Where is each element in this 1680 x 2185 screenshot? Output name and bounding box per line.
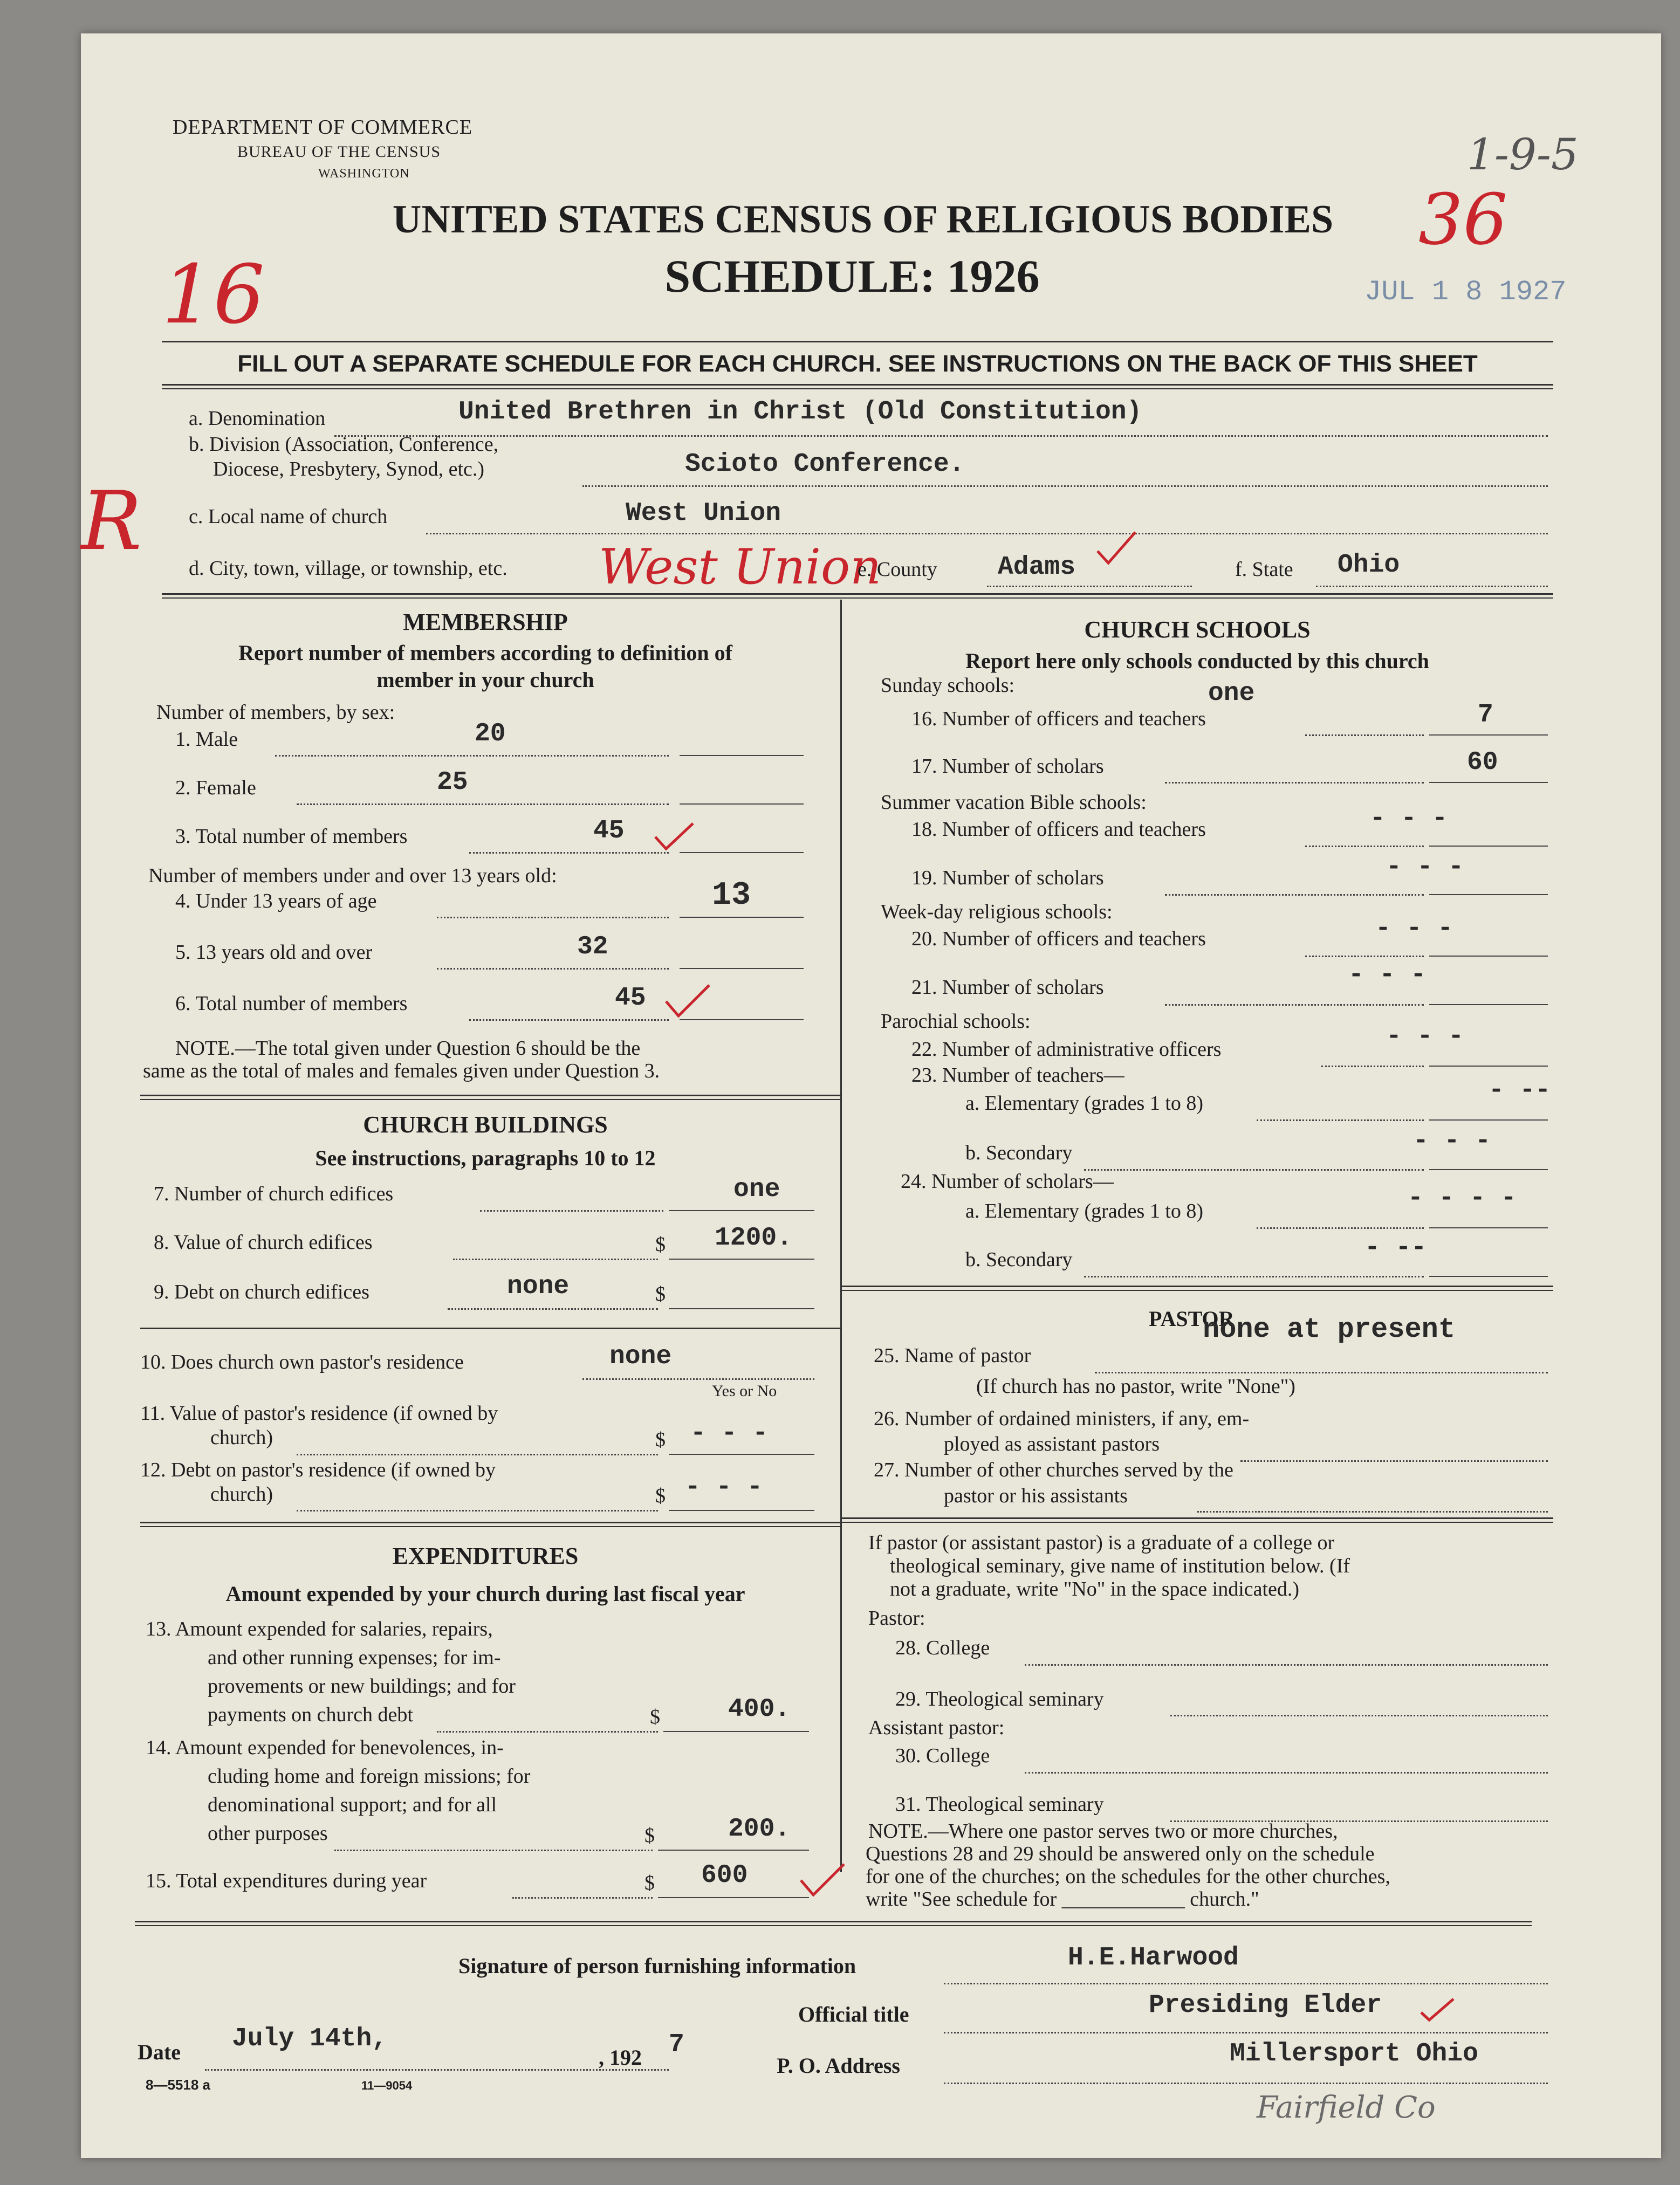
pastor-note-1: NOTE.—Where one pastor serves two or more churches,	[868, 1820, 1338, 1843]
q23b-value: - - -	[1413, 1126, 1491, 1156]
q29-label: 29. Theological seminary	[895, 1688, 1104, 1710]
buildings-sub: See instructions, paragraphs 10 to 12	[315, 1146, 656, 1170]
q2-label: 2. Female	[175, 777, 256, 799]
year-digit: 7	[669, 2030, 684, 2059]
q23a-value: - --	[1489, 1076, 1551, 1105]
county-value: Adams	[998, 553, 1076, 582]
signature-value: H.E.Harwood	[1068, 1943, 1239, 1973]
pastor-rule	[840, 1517, 1553, 1523]
membership-rule	[140, 1095, 840, 1100]
form-number: 8—5518 a	[146, 2077, 210, 2093]
county-label: e. County	[858, 558, 937, 581]
local-name-value: West Union	[626, 499, 781, 528]
column-divider	[840, 600, 842, 1872]
q8-dollar: $	[655, 1233, 666, 1256]
q15-dollar: $	[644, 1872, 655, 1894]
q2-value: 25	[437, 768, 468, 797]
check-mark-icon	[663, 982, 712, 1020]
q24a-label: a. Elementary (grades 1 to 8)	[965, 1200, 1204, 1222]
q1-value: 20	[475, 719, 506, 748]
q30-label: 30. College	[895, 1744, 990, 1767]
q5-label: 5. 13 years old and over	[175, 941, 373, 964]
pastor-note-4: write "See schedule for ____________ church."	[866, 1888, 1259, 1911]
by-sex-label: Number of members, by sex:	[156, 701, 395, 724]
q17-label: 17. Number of scholars	[911, 755, 1104, 778]
q23-label: 23. Number of teachers—	[911, 1064, 1124, 1087]
q7-label: 7. Number of church edifices	[154, 1183, 394, 1205]
city-value-handwritten: West Union	[599, 539, 882, 595]
q7-value: one	[733, 1175, 780, 1204]
sunday-label: Sunday schools:	[881, 674, 1015, 697]
q27-label: 27. Number of other churches served by the	[874, 1459, 1233, 1481]
q17-value: 60	[1467, 748, 1498, 777]
q16-note: one	[1208, 679, 1255, 708]
q14-line1: 14. Amount expended for benevolences, in-	[146, 1736, 504, 1759]
q13-line3: provements or new buildings; and for	[208, 1675, 516, 1698]
q22-value: - - -	[1386, 1022, 1464, 1051]
membership-sub2: member in your church	[376, 668, 594, 692]
q25-label: 25. Name of pastor	[874, 1344, 1031, 1367]
q25-value: none at present	[1203, 1314, 1456, 1345]
q15-value: 600	[701, 1861, 748, 1890]
q13-line1: 13. Amount expended for salaries, repairs,	[146, 1618, 493, 1640]
graduate-text-3: not a graduate, write "No" in the space indicated.)	[890, 1578, 1300, 1600]
q19-value: - - -	[1386, 853, 1464, 882]
instructions-line: FILL OUT A SEPARATE SCHEDULE FOR EACH CHURCH. SEE INSTRUCTIONS ON THE BACK OF THIS SHEET	[237, 351, 1478, 377]
q20-label: 20. Number of officers and teachers	[911, 927, 1206, 950]
census-schedule-sheet	[81, 33, 1661, 2158]
expenditures-heading: EXPENDITURES	[392, 1543, 579, 1569]
schools-sub: Report here only schools conducted by this church	[965, 649, 1429, 673]
received-date-stamp: JUL 1 8 1927	[1364, 276, 1567, 308]
po-address-handwritten: Fairfield Co	[1257, 2090, 1436, 2125]
state-label: f. State	[1235, 558, 1293, 581]
q18-value: - - -	[1370, 804, 1448, 833]
po-address-label: P. O. Address	[777, 2053, 900, 2078]
q24b-label: b. Secondary	[965, 1248, 1073, 1271]
q19-label: 19. Number of scholars	[911, 867, 1104, 889]
check-mark-icon	[1418, 1996, 1456, 2023]
handwritten-r: R	[81, 475, 142, 568]
q8-label: 8. Value of church edifices	[154, 1231, 373, 1254]
date-value: July 14th,	[232, 2024, 388, 2053]
dept-name: DEPARTMENT OF COMMERCE	[173, 116, 473, 139]
assistant-sub-label: Assistant pastor:	[868, 1716, 1005, 1739]
schools-heading: CHURCH SCHOOLS	[1084, 616, 1311, 643]
q31-label: 31. Theological seminary	[895, 1793, 1104, 1816]
membership-note1: NOTE.—The total given under Question 6 should be the	[175, 1037, 641, 1060]
q10-value: none	[609, 1342, 672, 1371]
q12-dollar: $	[655, 1485, 666, 1507]
form-number-2: 11—9054	[361, 2079, 413, 2092]
q9-label: 9. Debt on church edifices	[154, 1281, 369, 1303]
membership-heading: MEMBERSHIP	[403, 609, 568, 635]
q9-value: none	[507, 1272, 570, 1301]
q11-value: - - -	[690, 1419, 769, 1448]
parochial-label: Parochial schools:	[881, 1010, 1031, 1033]
q13-dollar: $	[650, 1706, 660, 1728]
schools-rule	[840, 1286, 1553, 1291]
q11-label: 11. Value of pastor's residence (if owned by	[140, 1402, 498, 1425]
q1-label: 1. Male	[175, 728, 238, 751]
q24b-value: - --	[1364, 1233, 1427, 1262]
graduate-text-1: If pastor (or assistant pastor) is a graduate of a college or	[868, 1531, 1335, 1554]
signature-label: Signature of person furnishing information	[458, 1954, 856, 1978]
q12-label-2: church)	[210, 1483, 273, 1506]
check-mark-icon	[653, 821, 696, 853]
check-mark-icon	[1095, 530, 1138, 567]
instructions-rule	[162, 384, 1553, 389]
q26-label: 26. Number of ordained ministers, if any, em-	[874, 1407, 1250, 1430]
q3-label: 3. Total number of members	[175, 825, 408, 848]
q12-value: - - -	[685, 1473, 763, 1502]
form-title: UNITED STATES CENSUS OF RELIGIOUS BODIES	[392, 197, 1334, 242]
official-title-label: Official title	[798, 2002, 909, 2026]
q23a-label: a. Elementary (grades 1 to 8)	[965, 1092, 1204, 1115]
expenditures-sub: Amount expended by your church during last fiscal year	[225, 1582, 745, 1606]
q24a-value: - - - -	[1408, 1184, 1517, 1213]
q14-dollar: $	[644, 1824, 655, 1847]
pastor-note-2: Questions 28 and 29 should be answered only on the schedule	[866, 1843, 1375, 1865]
q18-label: 18. Number of officers and teachers	[911, 818, 1206, 841]
q4-value: 13	[712, 877, 751, 914]
buildings-heading: CHURCH BUILDINGS	[363, 1111, 608, 1138]
graduate-text-2: theological seminary, give name of institution below. (If	[890, 1555, 1350, 1577]
official-title-value: Presiding Elder	[1149, 1991, 1382, 2020]
form-schedule: SCHEDULE: 1926	[664, 250, 1040, 302]
q21-label: 21. Number of scholars	[911, 976, 1104, 999]
pastor-sub-label: Pastor:	[868, 1607, 925, 1630]
handwritten-36: 36	[1418, 178, 1508, 260]
membership-note2: same as the total of males and females given under Question 3.	[143, 1060, 660, 1082]
year-prefix: , 192	[599, 2045, 642, 2070]
city-label: d. City, town, village, or township, etc.	[189, 557, 508, 580]
q14-line2: cluding home and foreign missions; for	[208, 1765, 531, 1788]
weekday-label: Week-day religious schools:	[881, 901, 1113, 923]
state-value: Ohio	[1338, 551, 1400, 580]
q25-hint: (If church has no pastor, write "None")	[976, 1375, 1295, 1398]
q21-value: - - -	[1348, 960, 1427, 990]
division-value: Scioto Conference.	[685, 450, 965, 479]
check-mark-icon	[798, 1861, 847, 1899]
q15-label: 15. Total expenditures during year	[146, 1870, 427, 1892]
q26-label-2: ployed as assistant pastors	[944, 1433, 1160, 1455]
denomination-value: United Brethren in Christ (Old Constitution)	[458, 397, 1142, 427]
q11-dollar: $	[655, 1428, 666, 1451]
bureau-name: BUREAU OF THE CENSUS	[237, 143, 441, 161]
date-label: Date	[138, 2040, 181, 2064]
yes-no-hint: Yes or No	[712, 1382, 777, 1400]
q3-value: 45	[593, 816, 625, 846]
ident-rule	[162, 593, 1553, 599]
q6-label: 6. Total number of members	[175, 992, 408, 1015]
handwritten-16: 16	[162, 248, 265, 342]
q24-label: 24. Number of scholars—	[901, 1170, 1114, 1193]
division-label-2: Diocese, Presbytery, Synod, etc.)	[213, 458, 485, 480]
q28-label: 28. College	[895, 1637, 990, 1659]
po-address-value: Millersport Ohio	[1230, 2039, 1478, 2069]
q13-value: 400.	[728, 1695, 791, 1724]
buildings-rule	[140, 1522, 840, 1527]
q14-line4: other purposes	[208, 1822, 328, 1845]
denomination-label: a. Denomination	[189, 407, 326, 430]
pastor-note-3: for one of the churches; on the schedules for the other churches,	[866, 1865, 1390, 1888]
q16-value: 7	[1478, 700, 1493, 730]
handwritten-195: 1-9-5	[1467, 129, 1579, 180]
footer-rule	[135, 1921, 1532, 1926]
by-age-label: Number of members under and over 13 years old:	[148, 864, 557, 887]
q6-value: 45	[615, 984, 646, 1013]
title-rule	[162, 341, 1553, 342]
q4-label: 4. Under 13 years of age	[175, 890, 377, 912]
q5-value: 32	[577, 932, 608, 961]
q14-value: 200.	[728, 1815, 791, 1844]
q9-dollar: $	[655, 1283, 666, 1305]
q14-line3: denominational support; and for all	[208, 1794, 497, 1816]
q13-line2: and other running expenses; for im-	[208, 1646, 501, 1669]
q13-line4: payments on church debt	[208, 1703, 413, 1726]
q10-label: 10. Does church own pastor's residence	[140, 1351, 464, 1373]
q27-label-2: pastor or his assistants	[944, 1485, 1128, 1507]
membership-sub1: Report number of members according to definition of	[238, 641, 732, 665]
bureau-city: WASHINGTON	[318, 167, 410, 181]
q11-label-2: church)	[210, 1426, 273, 1449]
summer-label: Summer vacation Bible schools:	[881, 791, 1147, 814]
division-label: b. Division (Association, Conference,	[189, 433, 499, 456]
q12-label: 12. Debt on pastor's residence (if owned by	[140, 1459, 496, 1481]
q23b-label: b. Secondary	[965, 1142, 1073, 1164]
q8-value: 1200.	[715, 1224, 793, 1253]
pastor-heading: PASTOR	[1149, 1307, 1235, 1331]
local-name-label: c. Local name of church	[189, 505, 388, 528]
q20-value: - - -	[1375, 914, 1453, 943]
q16-label: 16. Number of officers and teachers	[911, 707, 1206, 730]
q22-label: 22. Number of administrative officers	[911, 1038, 1222, 1061]
